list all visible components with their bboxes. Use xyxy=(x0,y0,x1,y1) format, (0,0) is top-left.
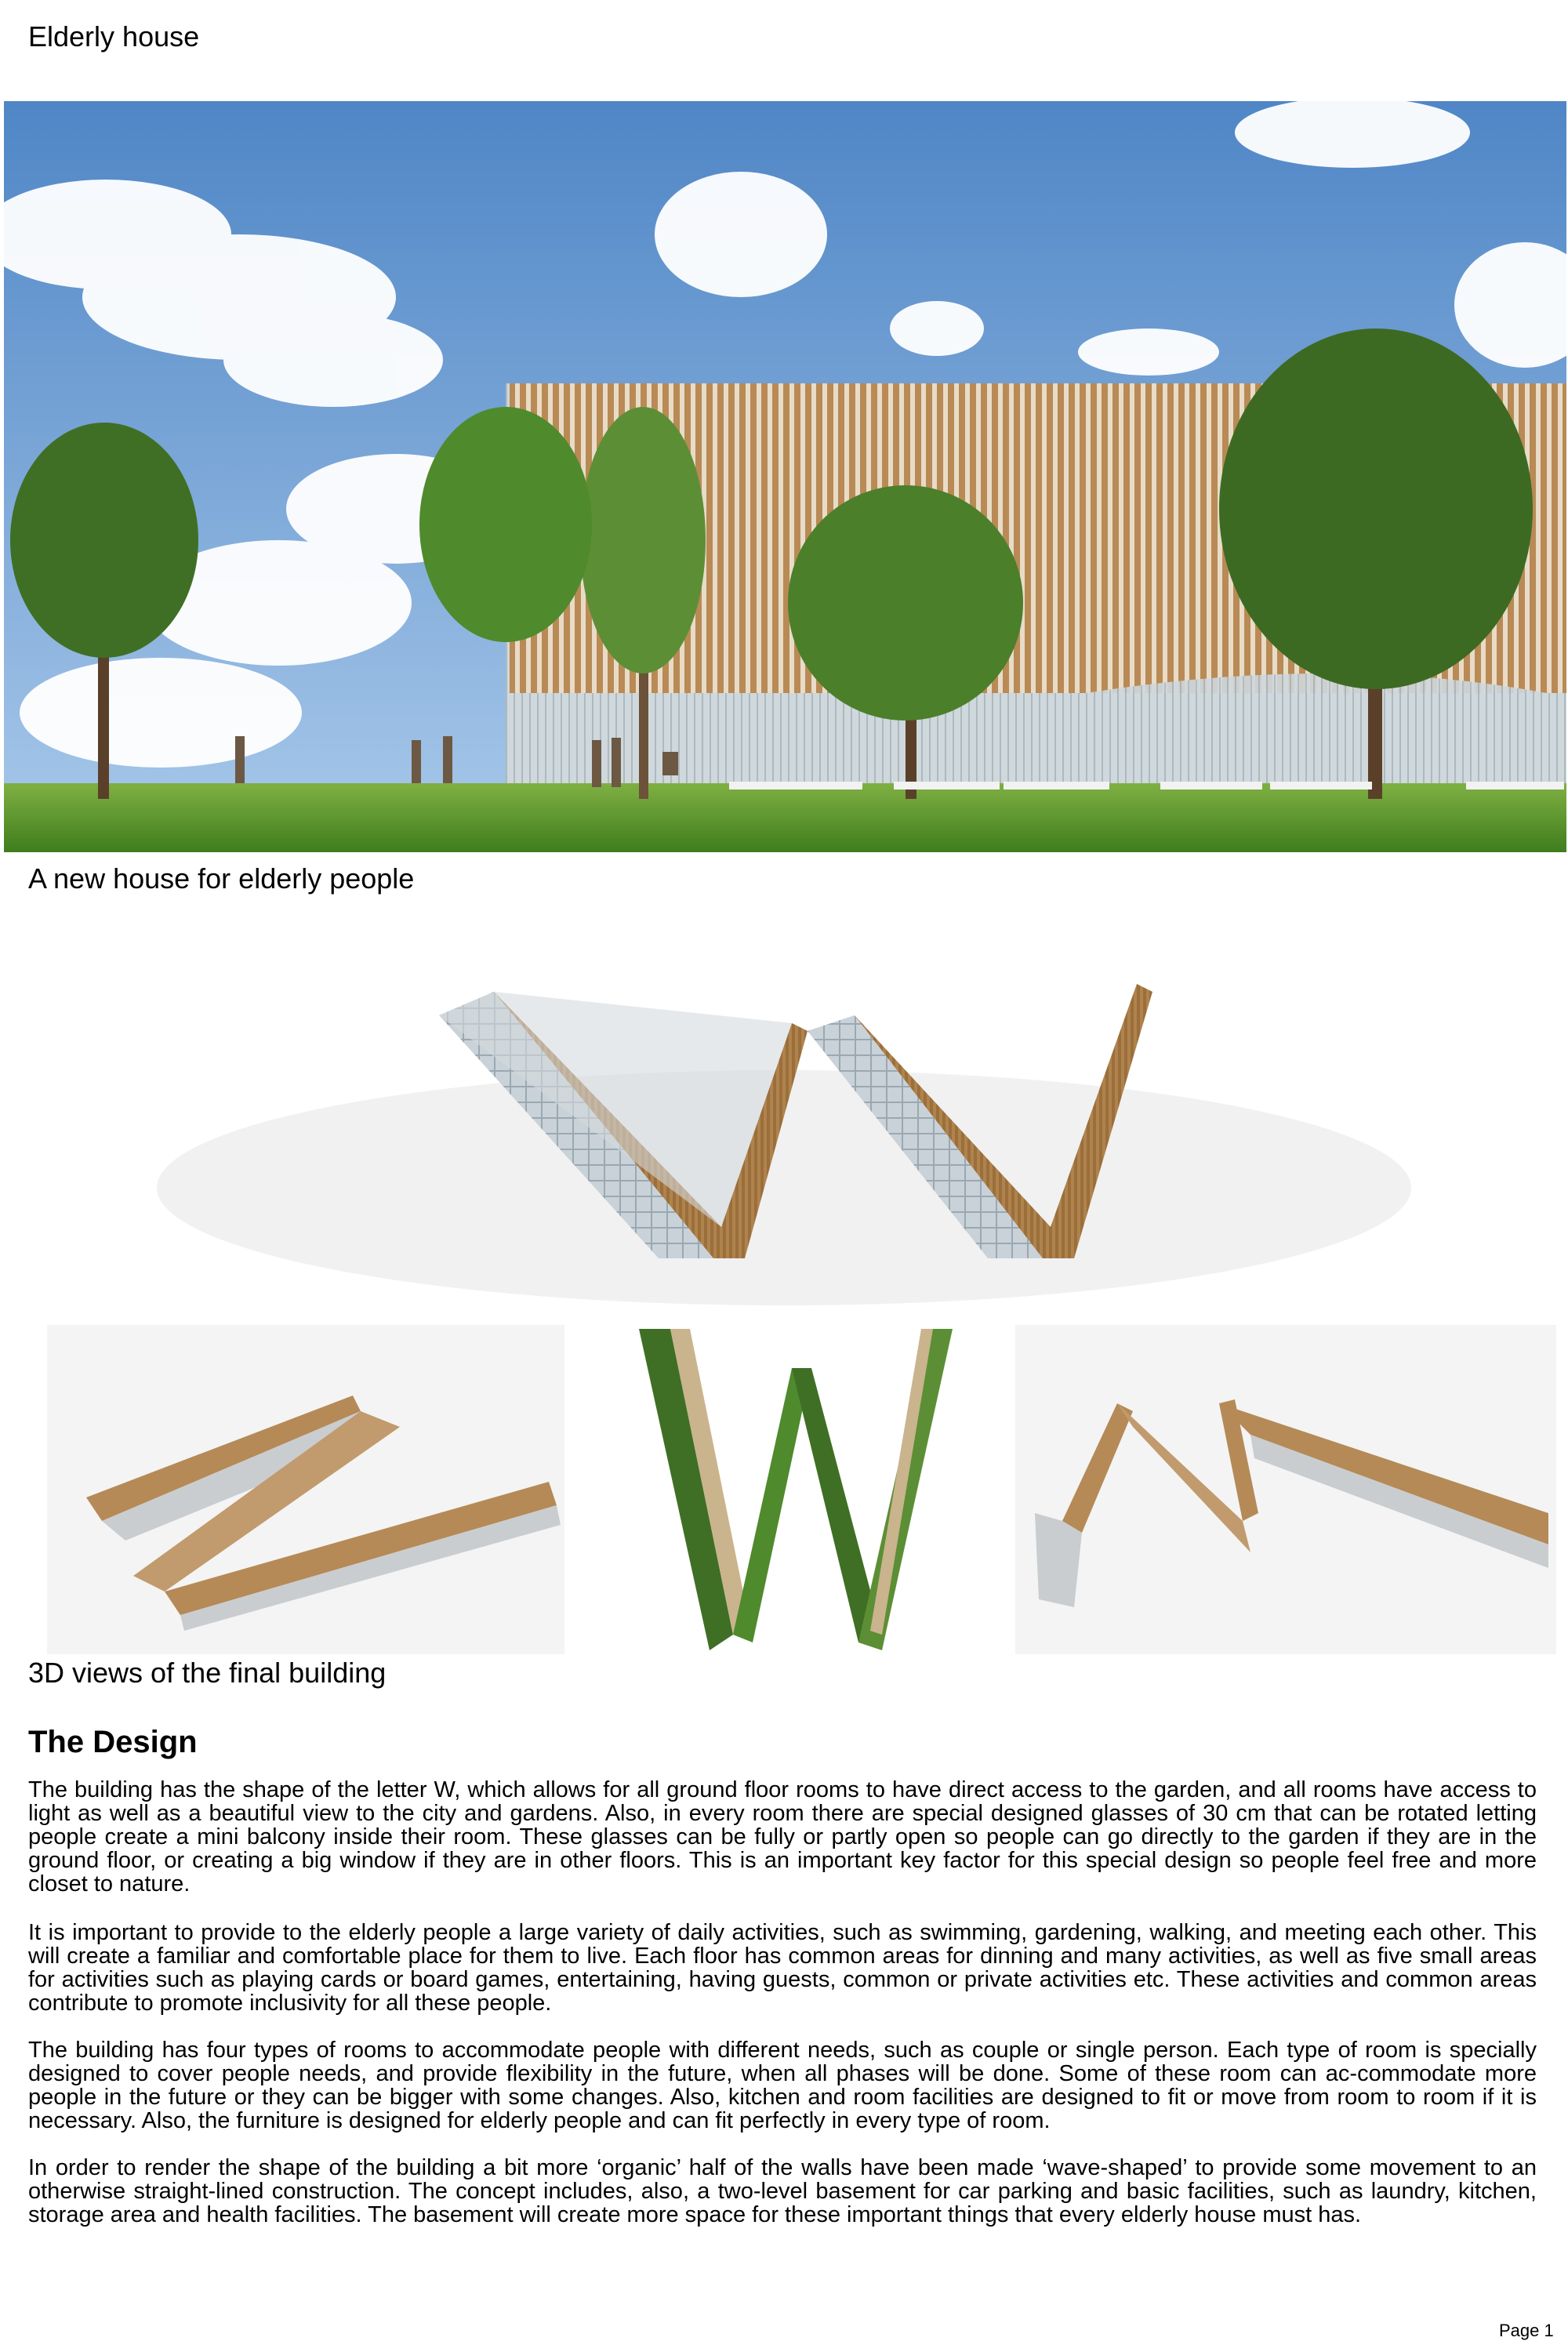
paragraph-4: In order to render the shape of the building a bit more ‘organic’ half of the walls have been made ‘wave-shaped’ to provide some movement to an otherwise straight-lined construction. The concept includes, also, a two-level basement for car parking and basic facilities, such as laundry, kitchen, storage area and health facilities. The basement will create more space for these important things that every elderly house must has. xyxy=(28,2155,1537,2227)
building-3d-view-left-image xyxy=(47,1325,564,1654)
paragraph-3: The building has four types of rooms to accommodate people with different needs, such as couple or single person. Each type of room is specially designed to cover people needs, and provide flexibility in the future, when all phases will be done. Some of these room can ac-commodate more people in the future or they can be bigger with some changes. Also, kitchen and room facilities are designed to fit or move from room to room if it is necessary. Also, the furniture is designed for elderly people and can fit perfectly in every type of room. xyxy=(28,2038,1537,2133)
building-3d-view-top-image xyxy=(102,929,1466,1313)
building-3d-view-right-image xyxy=(1015,1325,1556,1654)
building-3d-view-center-image xyxy=(623,1321,968,1658)
views-caption: 3D views of the final building xyxy=(28,1657,387,1689)
section-heading: The Design xyxy=(28,1725,198,1759)
page-title: Elderly house xyxy=(28,20,200,53)
hero-caption: A new house for elderly people xyxy=(28,862,415,895)
hero-rendering-image xyxy=(4,101,1566,852)
paragraph-2: It is important to provide to the elderly people a large variety of daily activities, such as swimming, gardening, walking, and meeting each other. This will create a familiar and comfortable place for them to live. Each floor has common areas for dinning and many activities, as well as five small areas for activities such as playing cards or board games, entertaining, having guests, common or private activities etc. These activities and common areas contribute to promote inclusivity for all these people. xyxy=(28,1920,1537,2016)
paragraph-1: The building has the shape of the letter W, which allows for all ground floor rooms to have direct access to the garden, and all rooms have access to light as well as a beautiful view to the city and gardens. Also, in every room there are special designed glasses of 30 cm that can be rotated letting people create a mini balcony inside their room. These glasses can be fully or partly open so people can go directly to the garden if they are in the ground floor, or creating a big window if they are in other floors. This is an important key factor for this special design so people feel free and more closet to nature. xyxy=(28,1777,1537,1896)
page-number: Page 1 xyxy=(1499,2321,1554,2340)
